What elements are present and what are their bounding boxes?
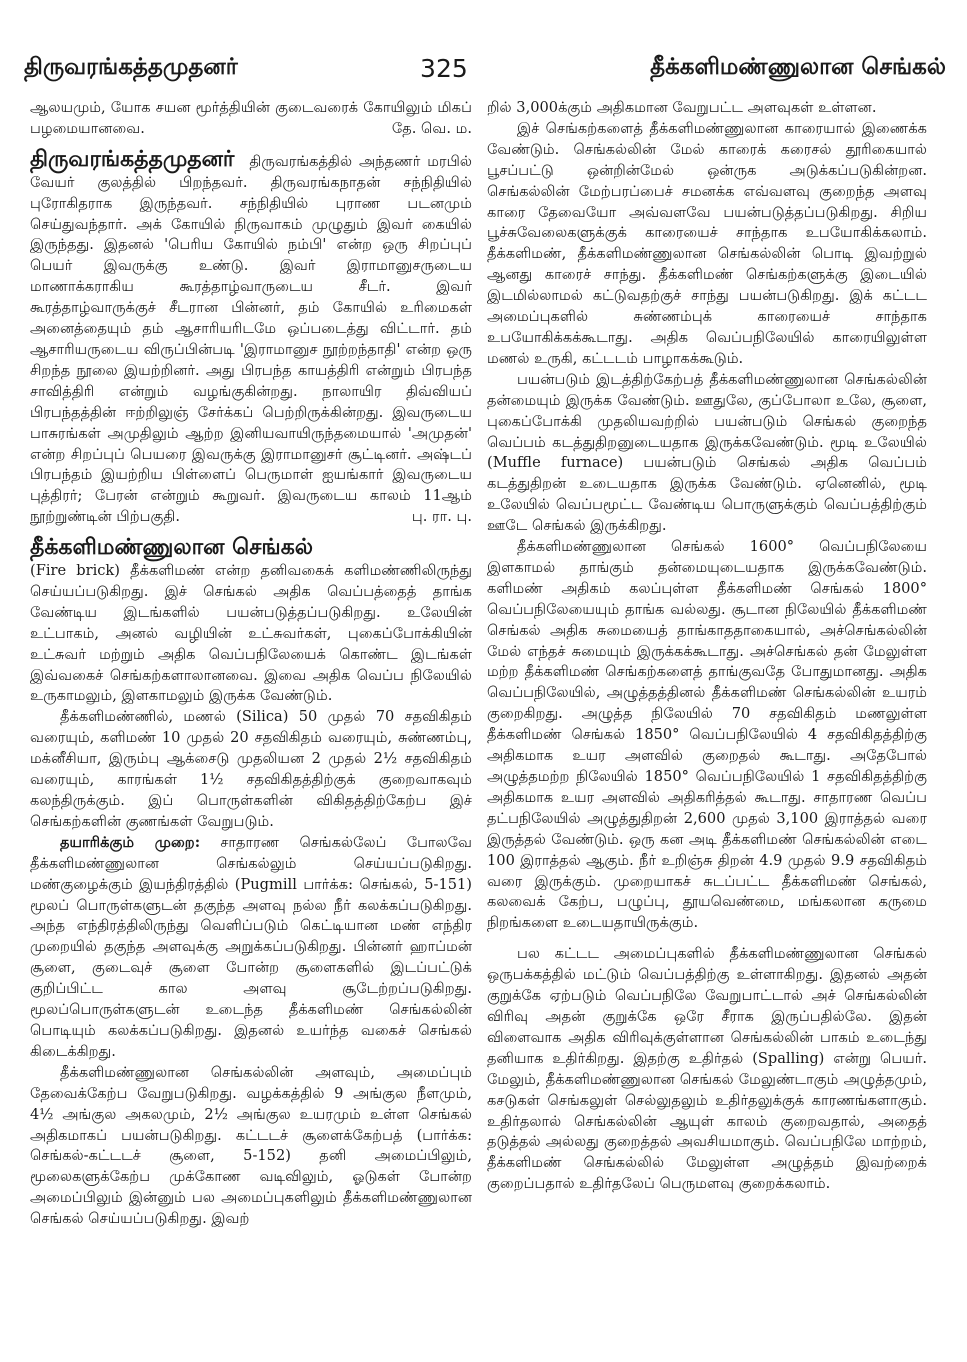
paragraph <box>30 833 472 1063</box>
right-column <box>487 98 927 1328</box>
paragraph: இச் செங்கற்களைத் தீக்களிமண்ணுலான காரையால் இணைக்க வேண்டும். செங்கல்லின் மேல் காரைக் கரைசல் தூரிகையால் பூசப்பட்டு ஒன்றின்மேல் ஒன்ருக அடுக்கப்படுகின்றன. செங்கல்லின் மேற்பரப்பைச் சமனக்க எவ்வளவு குறைந்த அளவு காரை தேவையோ அவ்வளவே பயன்படுத்தப்படுகிறது. சிறிய பூச்சுவேலைகளுக்குக் காரையைச் சாந்தாக உபயோகிக்கலாம். தீக்களிமண், தீக்களிமண்ணுலான செங்கல்லின் பொடி இவற்றுல் ஆனது காரைச் சாந்து. தீக்களிமண் செங்கற்களுக்கு இடையில் இடமில்லாமல் கட்டுவதற்குச் சாந்து பயன்படுகிறது. இக் கட்டட அமைப்புகளில் சுண்ணம்புக் காரையைச் சாந்தாக உபயோகிக்கக்கூடாது. அதிக வெப்பநிலேயில் காரையிலுள்ள மணல் உருகி, கட்டடம் பாழாகக்கூடும். <box>487 119 927 367</box>
paragraph: றில் 3,000க்கும் அதிகமான வேறுபட்ட அளவுகள் உள்ளன. <box>487 99 877 116</box>
article-fire-brick-heading <box>30 535 472 561</box>
intro-signature: தே. வெ. ம. <box>391 119 472 137</box>
running-header <box>24 46 946 90</box>
article-heading: திருவரங்கத்தமுதனர் <box>30 146 235 172</box>
article-signature: பு. ரா. பு. <box>411 508 472 526</box>
page-number: 325 <box>420 53 468 83</box>
paragraph: பயன்படும் இடத்திற்கேற்பத் தீக்களிமண்ணுலான செங்கல்லின் தன்மையும் இருக்க வேண்டும். ஊதுலே, குப்போலா உலே, சூளை, புகைப்போக்கி முதலியவற்றில் பயன்படும் செங்கல் குறைந்த வெப்பம் கடத்துதிறனுடையதாக இருக்கவேண்டும். மூடி உலேயில் (Muffle furnace) பயன்படும் செங்கல் அதிக வெப்பம் கடத்துதிறன் உடையதாக இருக்க வேண்டும். ஏனெனில், மூடி உலேயில் வெப்பமூட்ட வேண்டிய பொருளுக்கும் வெப்பத்திற்கும் ஊடே செங்கல் இருக்கிறது. <box>487 370 927 535</box>
paragraph: தீக்களிமண்ணுலான செங்கல்லின் அளவும், அமைப்பும் தேவைக்கேற்ப வேறுபடுகிறது. வழக்கத்தில் 9 அங்குல நீளமும், 4½ அங்குல அகலமும், 2½ அங்குல உயரமும் உள்ள செங்கல் அதிகமாகப் பயன்படுகிறது. கட்டடச் சூளைக்கேற்பத் (பார்க்க: செங்கல்-கட்டடச் சூளை, 5-152) தனி அமைப்பிலும், மூலைகளுக்கேற்ப முக்கோண வடிவிலும், ஓடுகள் போன்ற அமைப்பிலும் இன்னும் பல அமைப்புகளிலும் தீக்களிமண்ணுலான செங்கல் செய்யப்படுகிறது. இவற் <box>30 1063 472 1228</box>
paragraph: தீக்களிமண்ணுலான செங்கல் 1600° வெப்பநிலேயை இளகாமல் தாங்கும் தன்மையுடையதாக இருக்கவேண்டும். களிமண் அதிகம் கலப்புள்ள தீக்களிமண் செங்கல் 1800° வெப்பநிலேயையும் தாங்க வல்லது. சூடான நிலேயில் தீக்களிமண் செங்கல் அதிக சுமையைத் தாங்காததாகையால், அச்செங்கல்லின் மேல் எந்தச் சுமையும் இருக்கக்கூடாது. அச்செங்கல் தன் மேலுள்ள மற்ற தீக்களிமண் செங்கற்களைத் தாங்குவதே போதுமானது. அதிக வெப்பநிலேயில், அழுத்தத்தினல் தீக்களிமண் செங்கல்லின் உயரம் குறைகிறது. அழுத்த நிலேயில் 70 சதவிகிதம் மணலுள்ள தீக்களிமண் செங்கல் 1850° வெப்பநிலேயில் 4 சதவிகிதத்திற்கு அதிகமாக உயர அளவில் குறைதல் கூடாது. அதேபோல் அழுத்தமற்ற நிலேயில் 1850° வெப்பநிலேயில் 1 சதவிகிதத்திற்கு அதிகமாக உயர அளவில் அதிகரித்தல் கூடாது. சாதாரண வெப்ப தட்பநிலேயில் அழுத்துதிறன் 2,600 முதல் 3,100 இராத்தல் வரை இருத்தல் வேண்டும். ஒரு கன அடி தீக்களிமண் செங்கல்லின் எடை 100 இராத்தல் ஆகும். நீர் உறிஞ்சு திறன் 4.9 முதல் 9.9 சதவிகிதம் வரை இருக்கும். முறையாகச் சுடப்பட்ட தீக்களிமண் செங்கல், கலவைக் கேற்ப, பழுப்பு, தூயவெண்மை, மங்கலான கருமை நிறங்களை உடையதாயிருக்கும். <box>487 538 927 932</box>
header-right-title: தீக்களிமண்ணுலான செங்கல் <box>650 53 946 80</box>
subheading: தயாரிக்கும் முறை: <box>60 833 201 851</box>
intro-text: ஆலயமும், யோக சயன மூர்த்தியின் குடைவரைக் கோயிலும் மிகப் பழமையானவை. <box>30 99 472 137</box>
paragraph: (Fire brick) தீக்களிமண் என்ற தனிவகைக் களிமண்ணிலிருந்து செய்யப்படுகிறது. இச் செங்கல் அதிக வெப்பத்தைத் தாங்க வேண்டிய இடங்களில் பயன்படுத்தப்படுகிறது. உலேயின் உட்பாகம், அனல் வழியின் உட்சுவர்கள், புகைப்போக்கியின் உட்சுவர் மற்றும் அதிக வெப்பநிலேயைக் கொண்ட இடங்கள் இவ்வகைச் செங்கற்களாலானவை. இவை அதிக வெப்ப நிலேயில் உருகாமலும், இளகாமலும் இருக்க வேண்டும். <box>30 562 472 705</box>
left-column <box>30 98 472 1328</box>
intro-paragraph <box>30 98 472 140</box>
header-left-title: திருவரங்கத்தமுதனர் <box>24 53 238 80</box>
paragraph: தீக்களிமண்ணில், மணல் (Silica) 50 முதல் 70 சதவிகிதம் வரையும், களிமண் 10 முதல் 20 சதவிகிதம் வரையும், சுண்ணம்பு, மக்னீசியா, இரும்பு ஆக்சைடு முதலியன 2 முதல் 2½ சதவிகிதம் வரையும், காரங்கள் 1½ சதவிகிதத்திற்குக் குறைவாகவும் கலந்திருக்கும். இப் பொருள்களின் விகிதத்திற்கேற்ப இச் செங்கற்களின் குணங்கள் வேறுபடும். <box>30 708 472 830</box>
article-tiruvarangathamudhanar <box>30 146 472 528</box>
article-heading: தீக்களிமண்ணுலான செங்கல் <box>30 535 314 561</box>
paragraph: பல கட்டட அமைப்புகளில் தீக்களிமண்ணுலான செங்கல் ஒருபக்கத்தில் மட்டும் வெப்பத்திற்கு உள்ளாகிறது. இதனல் அதன் குறுக்கே ஏற்படும் வெப்பநிலே வேறுபாட்டால் அச் செங்கல்லின் விரிவு அதன் குறுக்கே ஒரே சீராக இருப்பதில்லே. இதன் விளைவாக அதிக விரிவுக்குள்ளான செங்கல்லின் பாகம் உடைந்து தனியாக உதிர்கிறது. இதற்கு உதிர்தல் (Spalling) என்று பெயர். மேலும், தீக்களிமண்ணுலான செங்கல் மேலுண்டாகும் அழுத்தமும், கசடுகள் செங்கலுள் செல்லுதலும் உதிர்தலுக்குக் காரணங்களாகும். உதிர்தலால் செங்கல்லின் ஆயுள் காலம் குறைவதால், அதைத் தடுத்தல் அல்லது குறைத்தல் அவசியமாகும். வெப்பநிலே மாற்றம், தீக்களிமண் செங்கல்லில் மேலுள்ள அழுத்தம் இவற்றைக் குறைப்பதால் உதிர்தலேப் பெருமளவு குறைக்கலாம். <box>487 945 927 1193</box>
paragraph-text: சாதாரண செங்கல்லேப் போலவே தீக்களிமண்ணுலான செங்கல்லும் செய்யப்படுகிறது. மண்குழைக்கும் இயந்திரத்தில் (Pugmill பார்க்க: செங்கல், 5-151) மூலப் பொருள்களுடன் தகுந்த அளவு நல்ல நீர் கலக்கப்படுகிறது. அந்த எந்திரத்திலிருந்து வெளிப்படும் கெட்டியான மண் எந்திர முறையில் தகுந்த அளவுக்கு அறுக்கப்படுகிறது. பின்னர் ஹாப்மன் சூளை, குடைவுச் சூளை போன்ற சூளைகளில் இடப்பட்டுக் குறிப்பிட்ட கால அளவு சூடேற்றப்படுகிறது. மூலப்பொருள்களுடன் உடைந்த தீக்களிமண் செங்கல்லின் பொடியும் கலக்கப்படுகிறது. இதனல் உயர்ந்த வகைச் செங்கல் கிடைக்கிறது. <box>30 833 472 1060</box>
article-text: திருவரங்கத்தில் அந்தணர் மரபில் வேயர் குலத்தில் பிறந்தவர். திருவரங்கநாதன் சந்நிதியில் புரோகிதராக இருந்தவர். சந்நிதியில் புராண படனமும் செய்துவந்தார். அக் கோயில் நிருவாகம் முழுதும் இவர் கையில் இருந்தது. இதனல் 'பெரிய கோயில் நம்பி' என்ற ஒரு சிறப்புப் பெயர் இவருக்கு உண்டு. இவர் இராமானுசருடைய மாணாக்கராகிய கூரத்தாழ்வாருடைய சீடர். இவர் கூரத்தாழ்வாருக்குச் சீடரான பின்னர், தம் கோயில் உரிமைகள் அனைத்தையும் தம் ஆசாரியரிடமே ஒப்படைத்து விட்டார். தம் ஆசாரியருடைய விருப்பின்படி 'இராமானுச நூற்றந்தாதி' என்ற ஒரு சிறந்த நூலை இயற்றினர். அது பிரபந்த காயத்திரி என்றும் பிரபந்த சாவித்திரி என்றும் வழங்குகின்றது. நாலாயிர திவ்வியப் பிரபந்தத்தின் ஈற்றிலுஞ் சேர்க்கப் பெற்றிருக்கின்றது. இவருடைய பாசுரங்கள் அமுதிலும் ஆற்ற இனியவாயிருந்தமையால் 'அமுதன்' என்ற சிறப்புப் பெயரை இவருக்கு இராமானுசர் சூட்டினர். அஷ்டப் பிரபந்தம் இயற்றிய பிள்ளைப் பெருமாள் ஐயங்கார் இவருடைய புத்திரர்; பேரன் என்றும் கூறுவர். இவருடைய காலம் 11ஆம் நூற்றுண்டின் பிற்பகுதி. <box>30 152 472 526</box>
